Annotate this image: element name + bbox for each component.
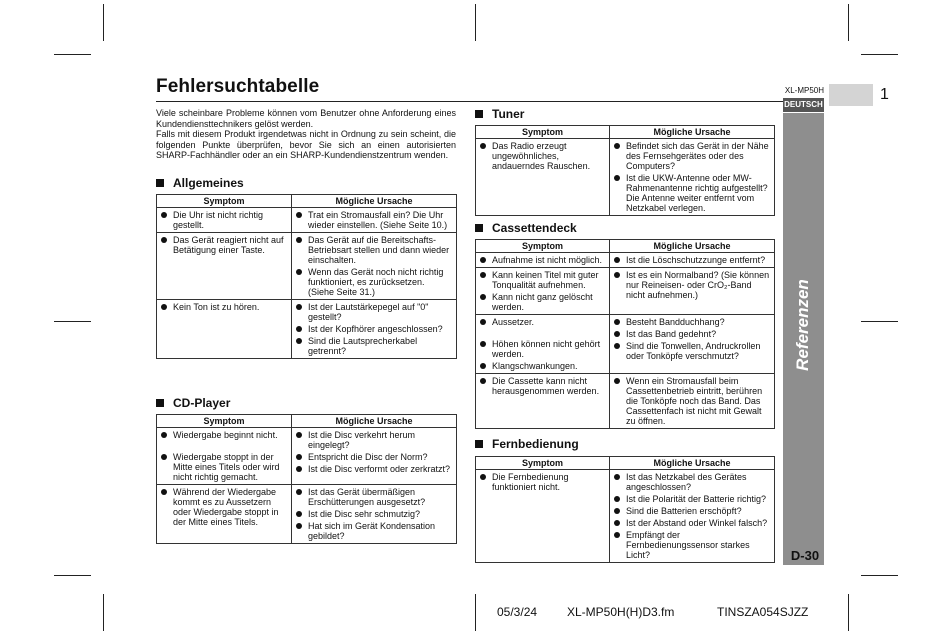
table-row xyxy=(157,208,457,233)
bullet-text: Das Gerät auf die Bereitschafts-Betriebsart stellen und dann wieder einschalten. xyxy=(308,235,450,265)
square-bullet-icon xyxy=(156,399,164,407)
bullet-item xyxy=(613,141,771,171)
page-title: Fehlersuchtabelle xyxy=(156,76,320,97)
bullet-text: Ist das Band gedehnt? xyxy=(626,329,717,339)
table-row xyxy=(476,268,775,315)
bullet-text: Trat ein Stromausfall ein? Die Uhr wieder einstellen. (Siehe Seite 10.) xyxy=(308,210,448,230)
bullet-text: Ist es ein Normalband? (Sie können nur Reineisen- oder CrO₂-Band nicht aufnehmen.) xyxy=(626,270,770,300)
bullet-dot-icon xyxy=(296,326,302,332)
bullet-dot-icon xyxy=(296,432,302,438)
bullet-text: Entspricht die Disc der Norm? xyxy=(308,452,428,462)
bullet-item xyxy=(479,339,606,359)
column-header-symptom: Symptom xyxy=(157,415,292,428)
bullet-text: Das Radio erzeugt ungewöhnliches, andauerndes Rauschen. xyxy=(492,141,591,171)
bullet-item xyxy=(479,472,606,492)
column-header-symptom: Symptom xyxy=(157,195,292,208)
bullet-text: Ist die Disc verformt oder zerkratzt? xyxy=(308,464,451,474)
bullet-text: Das Gerät reagiert nicht auf Betätigung einer Taste. xyxy=(173,235,284,255)
table-header-row xyxy=(157,195,457,208)
chapter-tab xyxy=(829,84,873,106)
table-row xyxy=(476,315,775,374)
bullet-text: Ist die Polarität der Batterie richtig? xyxy=(626,494,767,504)
section-heading-cassettendeck: Cassettendeck xyxy=(475,221,577,235)
section-heading-tuner: Tuner xyxy=(475,107,524,121)
bullet-item xyxy=(479,361,606,371)
model-label: XL-MP50H xyxy=(784,86,824,95)
bullet-text: Kann nicht ganz gelöscht werden. xyxy=(492,292,593,312)
bullet-text: Ist die UKW-Antenne oder MW-Rahmenantenne richtig aufgestellt? Die Antenne weiter entfernt vom Netzkabel verlegen. xyxy=(626,173,768,213)
bullet-item xyxy=(295,430,453,450)
bullet-item xyxy=(295,210,453,230)
symptom-cell xyxy=(476,268,610,315)
bullet-dot-icon xyxy=(614,520,620,526)
bullet-dot-icon xyxy=(480,257,486,263)
bullet-dot-icon xyxy=(614,343,620,349)
bullet-text: Kein Ton ist zu hören. xyxy=(173,302,260,312)
symptom-cell xyxy=(476,470,610,563)
bullet-item xyxy=(613,376,771,426)
bullet-dot-icon xyxy=(161,304,167,310)
table-row xyxy=(157,233,457,300)
bullet-dot-icon xyxy=(614,378,620,384)
section-heading-fernbedienung: Fernbedienung xyxy=(475,437,579,451)
bullet-item xyxy=(160,487,288,527)
bullet-item xyxy=(160,430,288,440)
column-header-symptom: Symptom xyxy=(476,240,610,253)
table-header-row xyxy=(157,415,457,428)
bullet-text: Sind die Lautsprecherkabel getrennt? xyxy=(308,336,418,356)
bullet-dot-icon xyxy=(480,363,486,369)
column-header-symptom: Symptom xyxy=(476,457,610,470)
crop-mark xyxy=(103,4,104,41)
bullet-dot-icon xyxy=(161,212,167,218)
bullet-item xyxy=(295,302,453,322)
section-heading-cdplayer: CD-Player xyxy=(156,396,230,410)
bullet-text: Ist das Netzkabel des Gerätes angeschlossen? xyxy=(626,472,747,492)
column-header-cause: Mögliche Ursache xyxy=(610,457,775,470)
bullet-item xyxy=(613,518,771,528)
bullet-dot-icon xyxy=(614,143,620,149)
symptom-cell xyxy=(476,139,610,216)
bullet-text: Aufnahme ist nicht möglich. xyxy=(492,255,603,265)
footer-date: 05/3/24 xyxy=(497,605,538,619)
table-header-row xyxy=(476,457,775,470)
crop-mark xyxy=(54,321,91,322)
cause-cell xyxy=(610,139,775,216)
bullet-item xyxy=(160,302,288,312)
table-row xyxy=(157,428,457,485)
bullet-dot-icon xyxy=(614,175,620,181)
bullet-dot-icon xyxy=(480,378,486,384)
bullet-dot-icon xyxy=(614,257,620,263)
bullet-text: Wenn das Gerät noch nicht richtig funktioniert, es zurücksetzen. (Siehe Seite 31.) xyxy=(308,267,444,297)
bullet-dot-icon xyxy=(296,269,302,275)
square-bullet-icon xyxy=(475,224,483,232)
table-row xyxy=(476,470,775,563)
bullet-item xyxy=(295,336,453,356)
bullet-text: Ist die Disc verkehrt herum eingelegt? xyxy=(308,430,416,450)
bullet-item xyxy=(613,317,771,327)
square-bullet-icon xyxy=(156,179,164,187)
cause-cell xyxy=(610,315,775,374)
crop-mark xyxy=(103,594,104,631)
symptom-cell xyxy=(157,300,292,359)
bullet-text: Sind die Tonwellen, Andruckrollen oder Tonköpfe verschmutzt? xyxy=(626,341,761,361)
spacer xyxy=(160,442,288,452)
bullet-text: Die Uhr ist nicht richtig gestellt. xyxy=(173,210,264,230)
bullet-item xyxy=(160,235,288,255)
intro-text xyxy=(156,108,456,161)
bullet-dot-icon xyxy=(296,338,302,344)
crop-mark xyxy=(848,594,849,631)
crop-mark xyxy=(848,4,849,41)
bullet-dot-icon xyxy=(296,304,302,310)
table-row xyxy=(157,485,457,544)
table-header-row xyxy=(476,126,775,139)
title-divider xyxy=(156,101,824,102)
crop-mark xyxy=(861,575,898,576)
bullet-dot-icon xyxy=(161,489,167,495)
bullet-text: Klangschwankungen. xyxy=(492,361,578,371)
bullet-item xyxy=(613,329,771,339)
crop-mark xyxy=(861,54,898,55)
bullet-dot-icon xyxy=(161,432,167,438)
bullet-text: Ist die Disc sehr schmutzig? xyxy=(308,509,421,519)
bullet-item xyxy=(613,173,771,213)
cause-cell xyxy=(610,253,775,268)
square-bullet-icon xyxy=(475,440,483,448)
bullet-dot-icon xyxy=(296,523,302,529)
bullet-dot-icon xyxy=(161,454,167,460)
bullet-text: Wenn ein Stromausfall beim Cassettenbetrieb eintritt, berühren die Tonköpfe noch das Band. Das Cassettenfach ist nicht mit Gewalt zu öffnen. xyxy=(626,376,763,426)
table-row xyxy=(476,253,775,268)
bullet-item xyxy=(295,521,453,541)
bullet-item xyxy=(479,141,606,171)
chapter-number: 1 xyxy=(880,86,889,103)
intro-paragraph: Viele scheinbare Probleme können vom Benutzer ohne Anforderung eines Kundendiensttechnikers gelöst werden. xyxy=(156,108,456,129)
bullet-text: Besteht Bandduchhang? xyxy=(626,317,725,327)
bullet-text: Ist das Gerät übermäßigen Erschütterungen ausgesetzt? xyxy=(308,487,426,507)
column-header-cause: Mögliche Ursache xyxy=(610,240,775,253)
table-header-row xyxy=(476,240,775,253)
page-code: D-30 xyxy=(790,548,820,563)
symptom-cell xyxy=(157,485,292,544)
bullet-dot-icon xyxy=(296,454,302,460)
bullet-item xyxy=(295,509,453,519)
bullet-text: Aussetzer. xyxy=(492,317,535,327)
bullet-dot-icon xyxy=(296,237,302,243)
column-header-cause: Mögliche Ursache xyxy=(610,126,775,139)
troubleshooting-table-cdplayer xyxy=(156,414,457,544)
bullet-dot-icon xyxy=(614,331,620,337)
bullet-text: Hat sich im Gerät Kondensation gebildet? xyxy=(308,521,436,541)
bullet-item xyxy=(160,210,288,230)
cause-cell xyxy=(292,428,457,485)
footer-doc-code: TINSZA054SJZZ xyxy=(717,605,809,619)
cause-cell xyxy=(292,233,457,300)
bullet-dot-icon xyxy=(161,237,167,243)
bullet-dot-icon xyxy=(296,489,302,495)
bullet-item xyxy=(479,376,606,396)
bullet-dot-icon xyxy=(480,143,486,149)
bullet-dot-icon xyxy=(614,532,620,538)
bullet-dot-icon xyxy=(480,294,486,300)
symptom-cell xyxy=(476,374,610,429)
bullet-text: Höhen können nicht gehört werden. xyxy=(492,339,601,359)
bullet-dot-icon xyxy=(296,212,302,218)
bullet-item xyxy=(295,235,453,265)
cause-cell xyxy=(292,485,457,544)
cause-cell xyxy=(610,470,775,563)
cause-cell xyxy=(610,268,775,315)
bullet-dot-icon xyxy=(614,474,620,480)
troubleshooting-table-cassettendeck xyxy=(475,239,775,429)
bullet-text: Die Cassette kann nicht herausgenommen werden. xyxy=(492,376,600,396)
bullet-text: Ist die Löschschutzzunge entfernt? xyxy=(626,255,766,265)
bullet-text: Ist der Abstand oder Winkel falsch? xyxy=(626,518,768,528)
bullet-dot-icon xyxy=(614,508,620,514)
bullet-item xyxy=(295,452,453,462)
spacer xyxy=(479,329,606,339)
sidebar-section-label: Referenzen xyxy=(793,279,812,371)
bullet-item xyxy=(295,487,453,507)
symptom-cell xyxy=(157,208,292,233)
bullet-text: Wiedergabe stoppt in der Mitte eines Titels oder wird nicht richtig gemacht. xyxy=(173,452,280,482)
bullet-dot-icon xyxy=(480,319,486,325)
bullet-item xyxy=(613,506,771,516)
cause-cell xyxy=(610,374,775,429)
bullet-dot-icon xyxy=(614,272,620,278)
bullet-text: Die Fernbedienung funktioniert nicht. xyxy=(492,472,569,492)
symptom-cell xyxy=(157,428,292,485)
crop-mark xyxy=(475,4,476,41)
bullet-text: Wiedergabe beginnt nicht. xyxy=(173,430,278,440)
bullet-text: Befindet sich das Gerät in der Nähe des Fernsehgerätes oder des Computers? xyxy=(626,141,769,171)
symptom-cell xyxy=(476,253,610,268)
intro-paragraph: Falls mit diesem Produkt irgendetwas nicht in Ordnung zu sein scheint, die folgenden Punkte überprüfen, bevor Sie sich an einen autorisierten SHARP-Fachhändler oder an ein SHARP-Kundendienstzentrum wenden. xyxy=(156,129,456,160)
cause-cell xyxy=(292,300,457,359)
section-heading-allgemeines: Allgemeines xyxy=(156,176,244,190)
crop-mark xyxy=(475,594,476,631)
bullet-item xyxy=(613,255,771,265)
bullet-dot-icon xyxy=(296,466,302,472)
bullet-item xyxy=(613,270,771,300)
bullet-item xyxy=(479,292,606,312)
bullet-text: Ist der Lautstärkepegel auf "0" gestellt? xyxy=(308,302,429,322)
bullet-dot-icon xyxy=(480,272,486,278)
bullet-dot-icon xyxy=(296,511,302,517)
symptom-cell xyxy=(476,315,610,374)
bullet-dot-icon xyxy=(480,474,486,480)
crop-mark xyxy=(54,54,91,55)
bullet-text: Empfängt der Fernbedienungssensor starkes Licht? xyxy=(626,530,750,560)
language-tag: DEUTSCH xyxy=(783,98,824,112)
bullet-item xyxy=(613,494,771,504)
symptom-cell xyxy=(157,233,292,300)
troubleshooting-table-allgemeines xyxy=(156,194,457,359)
column-header-symptom: Symptom xyxy=(476,126,610,139)
bullet-dot-icon xyxy=(614,496,620,502)
bullet-item xyxy=(295,267,453,297)
crop-mark xyxy=(861,321,898,322)
bullet-text: Kann keinen Titel mit guter Tonqualität aufnehmen. xyxy=(492,270,599,290)
bullet-text: Sind die Batterien erschöpft? xyxy=(626,506,742,516)
bullet-item xyxy=(613,341,771,361)
bullet-item xyxy=(295,324,453,334)
bullet-item xyxy=(613,530,771,560)
bullet-dot-icon xyxy=(480,341,486,347)
bullet-item xyxy=(160,452,288,482)
column-header-cause: Mögliche Ursache xyxy=(292,195,457,208)
table-row xyxy=(476,374,775,429)
crop-mark xyxy=(54,575,91,576)
bullet-text: Ist der Kopfhörer angeschlossen? xyxy=(308,324,443,334)
footer-filename: XL-MP50H(H)D3.fm xyxy=(567,605,675,619)
bullet-item xyxy=(613,472,771,492)
bullet-item xyxy=(295,464,453,474)
bullet-item xyxy=(479,255,606,265)
table-row xyxy=(476,139,775,216)
bullet-item xyxy=(479,317,606,327)
bullet-item xyxy=(479,270,606,290)
troubleshooting-table-fernbedienung xyxy=(475,456,775,563)
troubleshooting-table-tuner xyxy=(475,125,775,216)
bullet-dot-icon xyxy=(614,319,620,325)
square-bullet-icon xyxy=(475,110,483,118)
bullet-text: Während der Wiedergabe kommt es zu Aussetzern oder Wiedergabe stoppt in der Mitte eines Titels. xyxy=(173,487,279,527)
column-header-cause: Mögliche Ursache xyxy=(292,415,457,428)
cause-cell xyxy=(292,208,457,233)
table-row xyxy=(157,300,457,359)
